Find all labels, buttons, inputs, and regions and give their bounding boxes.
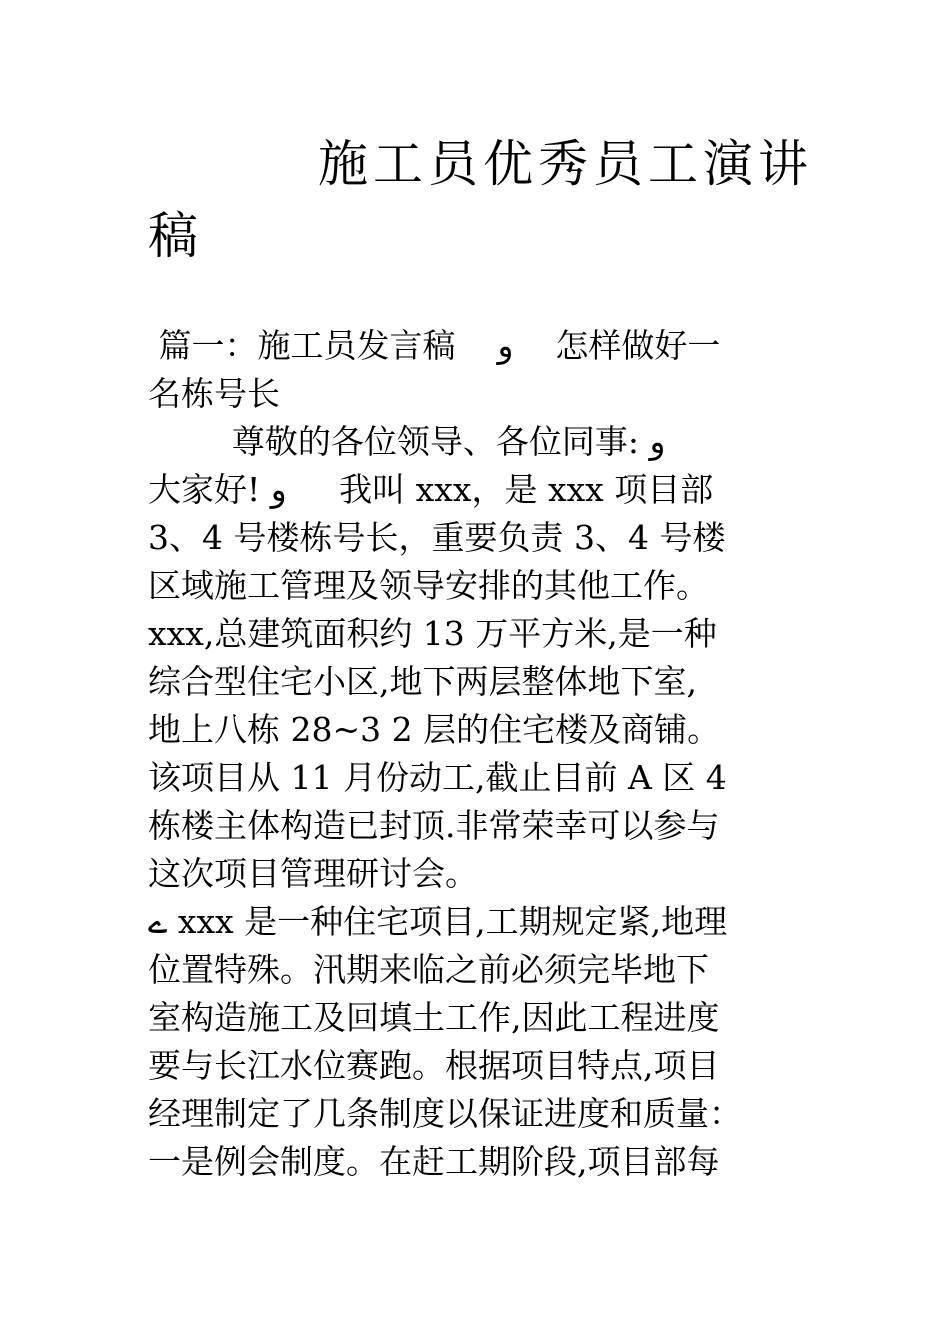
- body-line-9: 地上八栋 28~3 2 层的住宅楼及商铺。: [148, 710, 721, 749]
- body-line-4: 大家好! و 我叫 xxx，是 xxx 项目部: [148, 470, 714, 509]
- body-line-8: 综合型住宅小区,地下两层整体地下室,: [148, 662, 697, 701]
- body-line-18: 一是例会制度。在赶工期阶段,项目部每: [148, 1142, 720, 1181]
- document-body: [148, 322, 838, 1186]
- body-line-15: 室构造施工及回填土工作,因此工程进度: [148, 998, 720, 1037]
- body-line-3: 尊敬的各位领导、各位同事: و: [148, 422, 666, 461]
- body-line-14: 位置特殊。汛期来临之前必须完毕地下: [148, 950, 709, 989]
- body-line-13: ے xxx 是一种住宅项目,工期规定紧,地理: [148, 902, 728, 941]
- body-line-5: 3、4 号楼栋号长，重要负责 3、4 号楼: [148, 518, 726, 557]
- body-line-17: 经理制定了几条制度以保证进度和质量：: [148, 1094, 742, 1133]
- body-line-2: 名栋号长: [148, 374, 280, 413]
- body-line-1: 篇一：施工员发言稿 و 怎样做好一: [148, 326, 721, 365]
- body-line-11: 栋楼主体构造已封顶.非常荣幸可以参与: [148, 806, 720, 845]
- body-line-6: 区域施工管理及领导安排的其他工作。: [148, 566, 709, 605]
- body-line-10: 该项目从 11 月份动工,截止目前 A 区 4: [148, 758, 727, 797]
- body-line-12: 这次项目管理研讨会。: [148, 854, 478, 893]
- body-line-16: 要与长江水位赛跑。根据项目特点,项目: [148, 1046, 720, 1085]
- body-line-7: xxx,总建筑面积约 13 万平方米,是一种: [148, 614, 717, 653]
- document-title: 施工员优秀员工演讲稿: [148, 135, 813, 265]
